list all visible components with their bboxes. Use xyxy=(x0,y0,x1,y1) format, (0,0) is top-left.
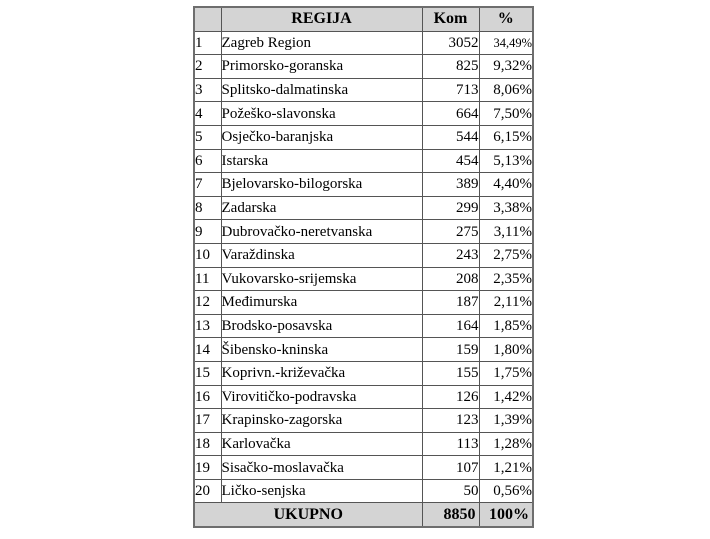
total-label: UKUPNO xyxy=(194,503,422,527)
row-kom: 164 xyxy=(422,314,479,338)
row-region: Bjelovarsko-bilogorska xyxy=(221,173,422,197)
row-kom: 243 xyxy=(422,243,479,267)
row-kom: 113 xyxy=(422,432,479,456)
row-pct: 2,11% xyxy=(479,291,533,315)
row-kom: 187 xyxy=(422,291,479,315)
table-row xyxy=(194,125,533,149)
row-region: Karlovačka xyxy=(221,432,422,456)
row-kom: 389 xyxy=(422,173,479,197)
row-num: 10 xyxy=(194,243,221,267)
table-row xyxy=(194,243,533,267)
row-kom: 713 xyxy=(422,78,479,102)
table-row xyxy=(194,55,533,79)
total-pct: 100% xyxy=(479,503,533,527)
row-region: Ličko-senjska xyxy=(221,479,422,503)
row-pct: 8,06% xyxy=(479,78,533,102)
row-region: Brodsko-posavska xyxy=(221,314,422,338)
table-row xyxy=(194,479,533,503)
row-region: Istarska xyxy=(221,149,422,173)
row-pct: 1,39% xyxy=(479,409,533,433)
row-pct: 1,75% xyxy=(479,361,533,385)
header-region: REGIJA xyxy=(221,7,422,31)
row-pct: 1,42% xyxy=(479,385,533,409)
row-num: 14 xyxy=(194,338,221,362)
row-kom: 664 xyxy=(422,102,479,126)
row-pct: 1,85% xyxy=(479,314,533,338)
table-row xyxy=(194,361,533,385)
row-region: Splitsko-dalmatinska xyxy=(221,78,422,102)
table-row xyxy=(194,385,533,409)
region-table xyxy=(193,6,534,528)
row-num: 1 xyxy=(194,31,221,55)
table-row xyxy=(194,173,533,197)
row-num: 9 xyxy=(194,220,221,244)
row-pct: 3,38% xyxy=(479,196,533,220)
row-kom: 123 xyxy=(422,409,479,433)
table-row xyxy=(194,102,533,126)
header-num xyxy=(194,7,221,31)
table-row xyxy=(194,31,533,55)
table-row xyxy=(194,291,533,315)
table-row xyxy=(194,314,533,338)
row-num: 3 xyxy=(194,78,221,102)
row-pct: 4,40% xyxy=(479,173,533,197)
row-kom: 159 xyxy=(422,338,479,362)
row-kom: 825 xyxy=(422,55,479,79)
row-num: 18 xyxy=(194,432,221,456)
row-num: 5 xyxy=(194,125,221,149)
table-row xyxy=(194,220,533,244)
row-region: Krapinsko-zagorska xyxy=(221,409,422,433)
table-row xyxy=(194,78,533,102)
row-num: 16 xyxy=(194,385,221,409)
row-kom: 155 xyxy=(422,361,479,385)
row-pct: 1,80% xyxy=(479,338,533,362)
total-kom: 8850 xyxy=(422,503,479,527)
row-region: Šibensko-kninska xyxy=(221,338,422,362)
table-row xyxy=(194,149,533,173)
header-row xyxy=(194,7,533,31)
row-region: Zadarska xyxy=(221,196,422,220)
total-row xyxy=(194,503,533,527)
row-num: 19 xyxy=(194,456,221,480)
row-kom: 50 xyxy=(422,479,479,503)
row-num: 12 xyxy=(194,291,221,315)
row-pct: 5,13% xyxy=(479,149,533,173)
row-num: 13 xyxy=(194,314,221,338)
row-region: Primorsko-goranska xyxy=(221,55,422,79)
row-num: 4 xyxy=(194,102,221,126)
row-pct: 34,49% xyxy=(479,31,533,55)
table-row xyxy=(194,338,533,362)
row-region: Zagreb Region xyxy=(221,31,422,55)
row-num: 11 xyxy=(194,267,221,291)
row-num: 6 xyxy=(194,149,221,173)
table-row xyxy=(194,267,533,291)
row-region: Međimurska xyxy=(221,291,422,315)
row-kom: 107 xyxy=(422,456,479,480)
row-kom: 3052 xyxy=(422,31,479,55)
row-region: Koprivn.-križevačka xyxy=(221,361,422,385)
table-row xyxy=(194,432,533,456)
row-region: Dubrovačko-neretvanska xyxy=(221,220,422,244)
row-region: Osječko-baranjska xyxy=(221,125,422,149)
row-kom: 544 xyxy=(422,125,479,149)
table-row xyxy=(194,409,533,433)
row-pct: 2,75% xyxy=(479,243,533,267)
row-kom: 454 xyxy=(422,149,479,173)
row-kom: 126 xyxy=(422,385,479,409)
row-region: Sisačko-moslavačka xyxy=(221,456,422,480)
row-num: 8 xyxy=(194,196,221,220)
row-pct: 7,50% xyxy=(479,102,533,126)
row-region: Virovitičko-podravska xyxy=(221,385,422,409)
table-row xyxy=(194,196,533,220)
row-region: Požeško-slavonska xyxy=(221,102,422,126)
row-region: Vukovarsko-srijemska xyxy=(221,267,422,291)
row-pct: 2,35% xyxy=(479,267,533,291)
row-num: 15 xyxy=(194,361,221,385)
row-pct: 0,56% xyxy=(479,479,533,503)
table-row xyxy=(194,456,533,480)
row-pct: 1,28% xyxy=(479,432,533,456)
row-kom: 299 xyxy=(422,196,479,220)
row-num: 7 xyxy=(194,173,221,197)
row-pct: 1,21% xyxy=(479,456,533,480)
row-pct: 3,11% xyxy=(479,220,533,244)
row-pct: 9,32% xyxy=(479,55,533,79)
row-num: 17 xyxy=(194,409,221,433)
row-region: Varaždinska xyxy=(221,243,422,267)
row-kom: 208 xyxy=(422,267,479,291)
row-kom: 275 xyxy=(422,220,479,244)
header-pct: % xyxy=(479,7,533,31)
row-num: 2 xyxy=(194,55,221,79)
header-kom: Kom xyxy=(422,7,479,31)
row-pct: 6,15% xyxy=(479,125,533,149)
row-num: 20 xyxy=(194,479,221,503)
